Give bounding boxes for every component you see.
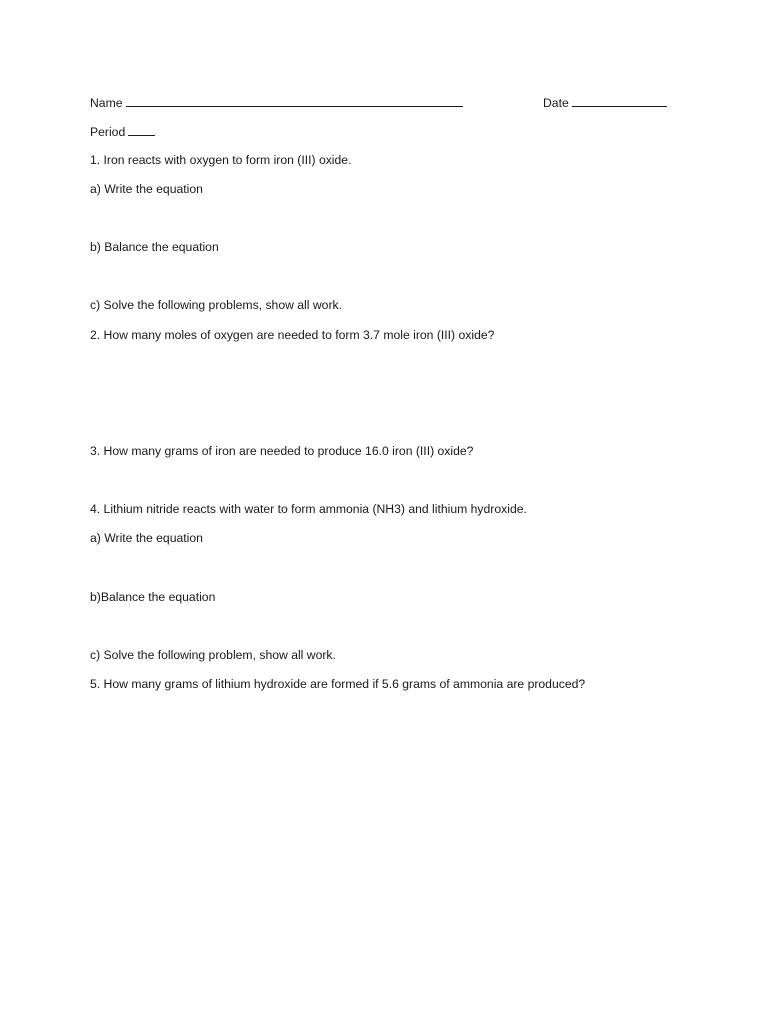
name-blank-line[interactable] <box>126 94 463 107</box>
question-2: 2. How many moles of oxygen are needed to form 3.7 mole iron (III) oxide? <box>90 328 495 342</box>
question-4: 4. Lithium nitride reacts with water to form ammonia (NH3) and lithium hydroxide. <box>90 502 527 516</box>
period-label: Period <box>90 125 126 139</box>
question-4c: c) Solve the following problem, show all work. <box>90 648 336 662</box>
question-3: 3. How many grams of iron are needed to produce 16.0 iron (III) oxide? <box>90 444 474 458</box>
question-1c: c) Solve the following problems, show all work. <box>90 298 342 312</box>
name-field-row <box>90 94 463 111</box>
question-4b: b)Balance the equation <box>90 590 216 604</box>
name-label: Name <box>90 96 123 110</box>
question-1b: b) Balance the equation <box>90 240 219 254</box>
question-5: 5. How many grams of lithium hydroxide are formed if 5.6 grams of ammonia are produced? <box>90 677 586 691</box>
question-4a: a) Write the equation <box>90 531 203 545</box>
question-1: 1. Iron reacts with oxygen to form iron (III) oxide. <box>90 153 352 167</box>
date-label: Date <box>543 96 569 110</box>
period-blank-line[interactable] <box>128 123 155 136</box>
period-field-row <box>90 123 155 140</box>
question-1a: a) Write the equation <box>90 182 203 196</box>
date-blank-line[interactable] <box>572 94 667 107</box>
date-field-row <box>543 94 667 111</box>
